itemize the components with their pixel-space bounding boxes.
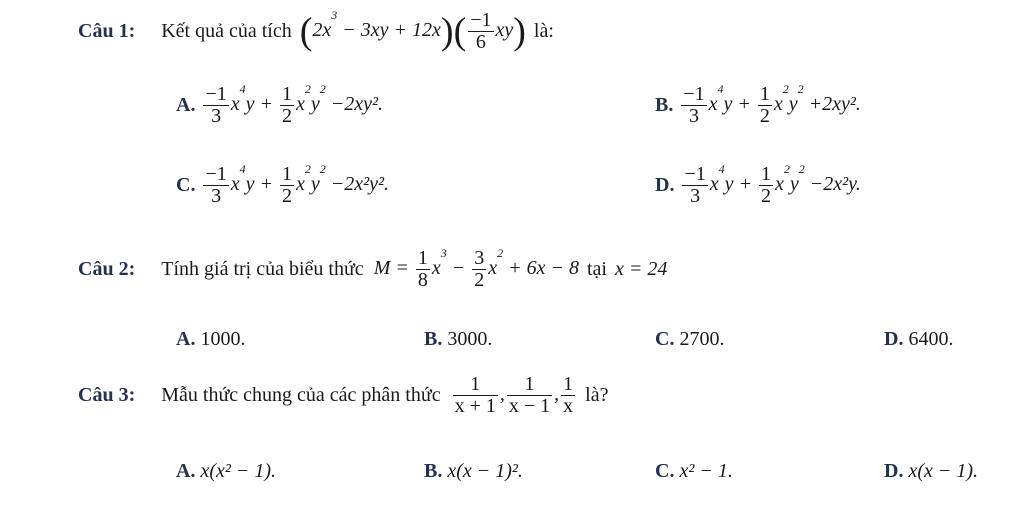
option-value: 1000. <box>200 328 246 350</box>
option-value: x(x − 1). <box>908 460 979 482</box>
option-letter: A. <box>176 94 196 116</box>
option-value: x(x² − 1). <box>200 460 277 482</box>
question-3 <box>78 374 608 417</box>
option-letter: C. <box>176 174 196 196</box>
expression: $(2x^3 - 3xy + 12x)$( $\frac{-1}{6}$ xy) <box>299 8 526 53</box>
option-value: 2700. <box>679 328 725 350</box>
option-letter: C. <box>655 460 675 482</box>
option-letter: C. <box>655 328 675 350</box>
option-2a[interactable] <box>176 328 245 351</box>
option-3c[interactable] <box>655 460 733 483</box>
condition: x = 24 <box>615 258 668 280</box>
option-value: 3000. <box>447 328 493 350</box>
question-1 <box>78 10 554 53</box>
question-text-tail: là? <box>585 384 609 406</box>
option-value: x(x − 1)². <box>447 460 523 482</box>
option-1b[interactable] <box>655 84 861 127</box>
option-expression: $\frac{-1}{3}$ $x^4y$ + $\frac{1}{2}$ $x^2y^2 -2x^2y^2$. <box>205 162 390 207</box>
option-expression: $\frac{-1}{3}$ $x^4y$ + $\frac{1}{2}$ $x^2y^2 -2xy^2$. <box>205 82 384 127</box>
option-2d[interactable] <box>884 328 953 351</box>
option-letter: D. <box>884 460 904 482</box>
option-letter: A. <box>176 328 196 350</box>
option-expression: $\frac{-1}{3}$ $x^4y$ + $\frac{1}{2}$ $x^2y^2 -2x^2y$. <box>684 162 861 207</box>
option-3a[interactable] <box>176 460 276 483</box>
option-tail: −2x²y. <box>809 173 861 196</box>
option-tail: −2x²y². <box>330 173 390 196</box>
option-1a[interactable] <box>176 84 383 127</box>
question-label: Câu 2: <box>78 258 136 280</box>
option-letter: A. <box>176 460 196 482</box>
question-text-tail: là: <box>533 20 554 42</box>
question-text: Mẫu thức chung của các phân thức <box>161 384 441 406</box>
option-letter: B. <box>424 460 443 482</box>
question-label: Câu 1: <box>78 20 136 42</box>
option-2b[interactable] <box>424 328 492 351</box>
question-2 <box>78 248 667 291</box>
option-3d[interactable] <box>884 460 978 483</box>
option-3b[interactable] <box>424 460 523 483</box>
option-1d[interactable] <box>655 164 861 207</box>
option-tail: −2xy². <box>330 93 384 116</box>
option-2c[interactable] <box>655 328 724 351</box>
option-tail: +2xy². <box>808 93 861 116</box>
question-text: Tính giá trị của biểu thức <box>161 258 364 280</box>
option-letter: B. <box>424 328 443 350</box>
expression: M = $\frac{1}{8}$ $x^3$ − $\frac{3}{2}$ $x^2 + 6x - 8$ <box>373 246 579 291</box>
option-letter: D. <box>655 174 675 196</box>
question-label: Câu 3: <box>78 384 136 406</box>
option-value: x² − 1. <box>679 460 733 482</box>
option-expression: $\frac{-1}{3}$ $x^4y$ + $\frac{1}{2}$ $x^2y^2 +2xy^2$. <box>683 82 861 127</box>
option-letter: B. <box>655 94 674 116</box>
fractions: $\frac{1}{x + 1}$ , $\frac{1}{x - 1}$ , $\frac{1}{x}$ <box>454 373 574 417</box>
question-text: Kết quả của tích <box>161 20 292 42</box>
option-letter: D. <box>884 328 904 350</box>
option-value: 6400. <box>908 328 954 350</box>
option-1c[interactable] <box>176 164 389 207</box>
question-text-mid: tại <box>587 258 607 280</box>
